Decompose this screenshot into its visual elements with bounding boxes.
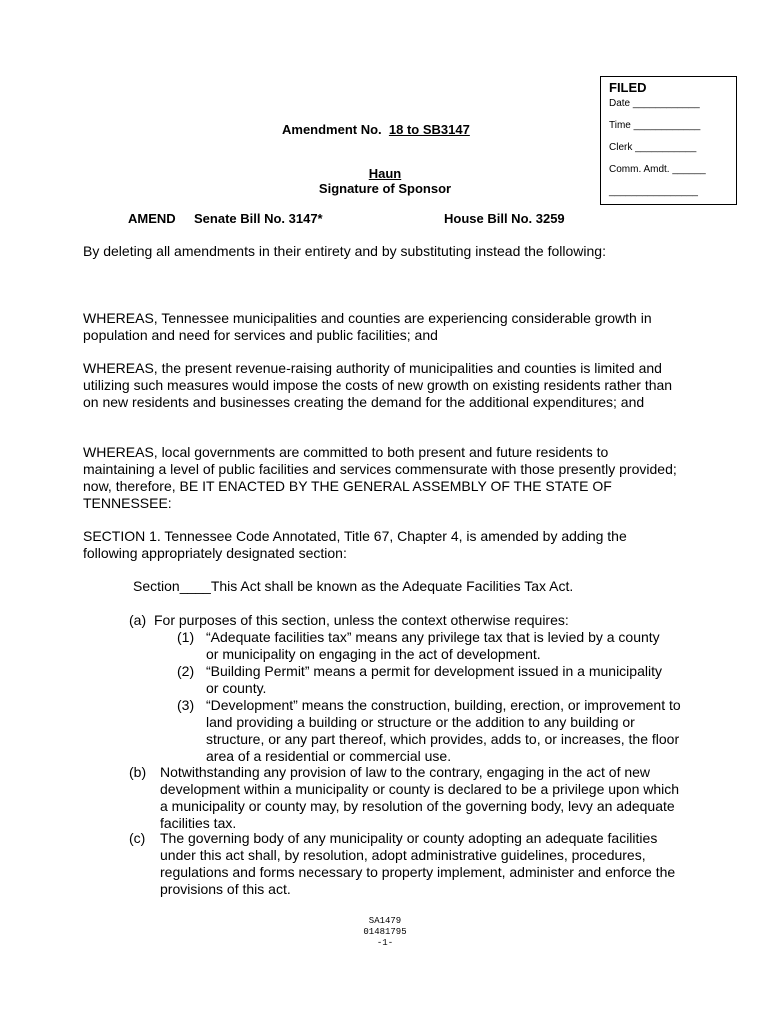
definition-2-text: “Building Permit” means a permit for development issued in a municipality or county.: [206, 663, 662, 696]
subsection-b-text: Notwithstanding any provision of law to the contrary, engaging in the act of new development within a municipality or county is declared to be a privilege upon which a municipality or county may, by resolution of the governing body, levy an adequate facilities tax.: [160, 764, 680, 831]
amend-label: AMEND: [128, 211, 176, 226]
filed-time: Time ____________: [609, 120, 701, 131]
definition-1-num: (1): [177, 629, 195, 645]
subsection-a-label: (a): [129, 612, 147, 628]
senate-bill: Senate Bill No. 3147*: [194, 211, 323, 226]
section-1: [83, 528, 683, 562]
subsection-b-label: (b): [129, 764, 147, 780]
sponsor-caption: Signature of Sponsor: [318, 181, 452, 196]
amendment-number: 18 to SB3147: [388, 122, 470, 137]
section-title: [133, 578, 693, 595]
sponsor-name: Haun: [368, 166, 402, 181]
intro-paragraph: [83, 243, 703, 260]
house-bill: House Bill No. 3259: [444, 211, 565, 226]
definition-3-text: “Development” means the construction, building, erection, or improvement to land providing a building or structure or the addition to any building or structure, or any part thereof, which provides, adds to, or increases, the floor area of a residential or commercial use.: [206, 697, 681, 764]
footer-code-2: 01481795: [363, 927, 407, 937]
filed-date: Date ____________: [609, 98, 700, 109]
page-number: -1-: [376, 938, 394, 948]
subsection-a-text: For purposes of this section, unless the context otherwise requires:: [154, 612, 569, 628]
whereas-3: [83, 444, 683, 512]
whereas-2: [83, 360, 678, 411]
whereas-1: [83, 310, 673, 344]
amendment-line: [282, 122, 470, 137]
definition-2-num: (2): [177, 663, 195, 679]
filed-title: FILED: [609, 80, 647, 95]
filed-box: [600, 76, 737, 205]
filed-comm-amdt: Comm. Amdt. ______: [609, 164, 706, 175]
whereas-text: WHEREAS, local governments are committed to both present and future residents to maintaining a level of public facilities and services commensurate with those presently provided; now, therefore, BE IT ENACTED BY THE GENERAL ASSEMBLY OF THE STATE OF TENNESSEE:: [83, 444, 677, 511]
amendment-label: Amendment No.: [282, 122, 382, 137]
footer-code-1: SA1479: [368, 916, 402, 926]
section-title-text: Section____This Act shall be known as the Adequate Facilities Tax Act.: [133, 578, 574, 594]
whereas-text: WHEREAS, Tennessee municipalities and counties are experiencing considerable growth in population and need for services and public facilities; and: [83, 310, 652, 343]
filed-clerk: Clerk ___________: [609, 142, 697, 153]
section-1-text: SECTION 1. Tennessee Code Annotated, Title 67, Chapter 4, is amended by adding the following appropriately designated section:: [83, 528, 627, 561]
filed-blank-line: ________________: [609, 186, 698, 197]
definition-3-num: (3): [177, 697, 195, 713]
subsection-c-text: The governing body of any municipality or county adopting an adequate facilities under this act shall, by resolution, adopt administrative guidelines, procedures, regulations and forms necessary to property implement, administer and enforce the provisions of this act.: [160, 830, 676, 897]
whereas-text: WHEREAS, the present revenue-raising authority of municipalities and counties is limited and utilizing such measures would impose the costs of new growth on existing residents rather than on new residents and businesses creating the demand for the additional expenditures; and: [83, 360, 673, 410]
definition-1-text: “Adequate facilities tax” means any privilege tax that is levied by a county or municipality on engaging in the act of development.: [206, 629, 660, 662]
intro-text: By deleting all amendments in their entirety and by substituting instead the following:: [83, 243, 606, 259]
subsection-c-label: (c): [129, 830, 146, 846]
